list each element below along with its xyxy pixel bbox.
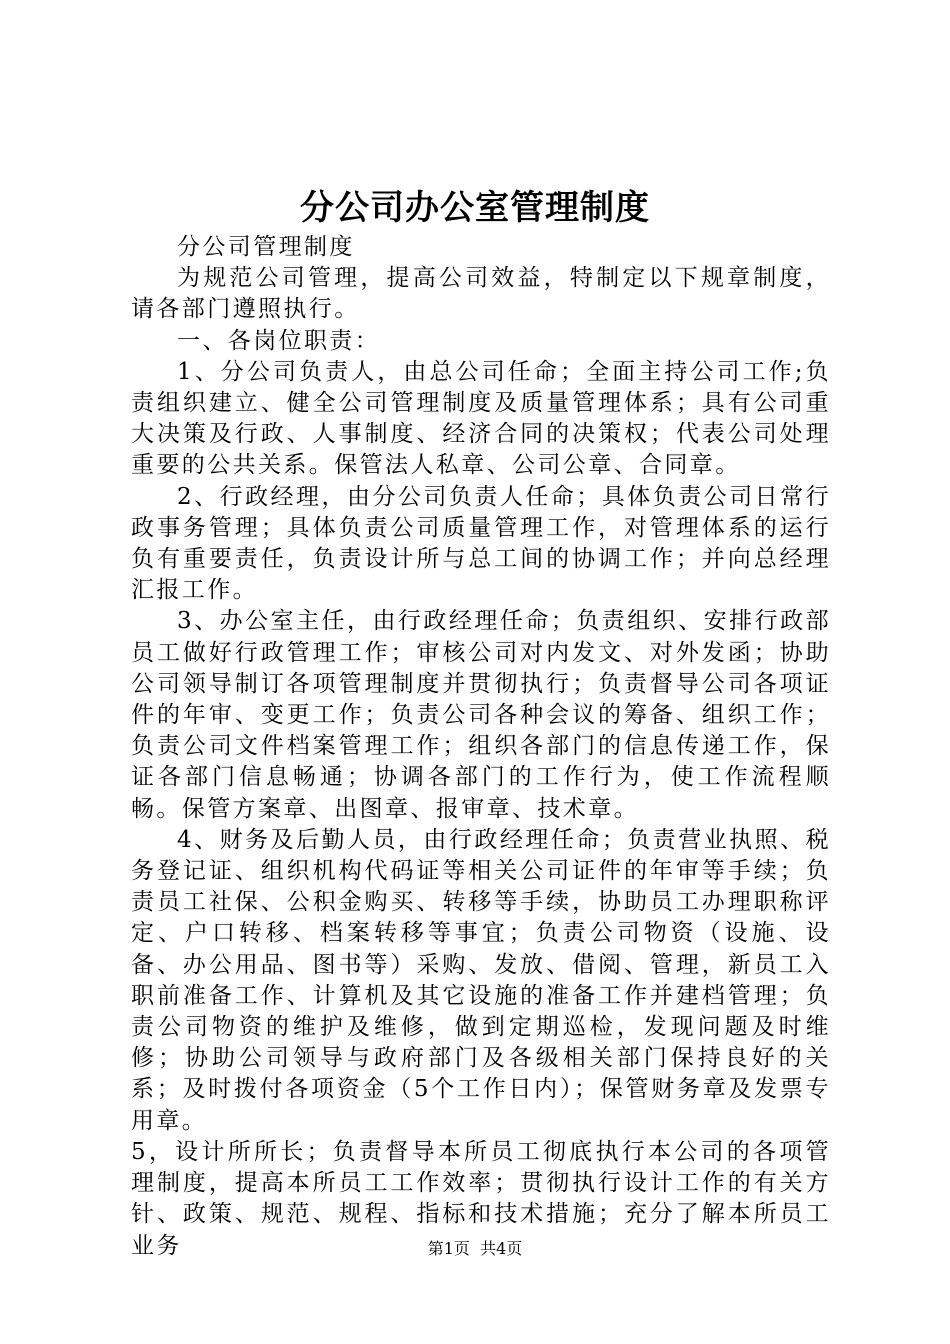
paragraph-item-1: 1、分公司负责人，由总公司任命；全面主持公司工作;负责组织建立、健全公司管理制度及质量管理体系；具有公司重大决策及行政、人事制度、经济合同的决策权；代表公司处理重要的公共关系。保管法人私章、公司公章、合同章。 (131, 358, 831, 479)
paragraph-item-2: 2、行政经理，由分公司负责人任命；具体负责公司日常行政事务管理；具体负责公司质量管理工作，对管理体系的运行负有重要责任，负责设计所与总工间的协调工作；并向总经理汇报工作。 (131, 483, 831, 604)
paragraph-heading: 分公司管理制度 (177, 234, 355, 260)
paragraph-intro: 为规范公司管理，提高公司效益，特制定以下规章制度，请各部门遵照执行。 (131, 265, 831, 323)
document-title: 分公司办公室管理制度 (300, 188, 650, 228)
page-number: 第1页 共4页 (427, 1239, 523, 1258)
paragraph-item-4: 4、财务及后勤人员，由行政经理任命；负责营业执照、税务登记证、组织机构代码证等相关公司证件的年审等手续；负责员工社保、公积金购买、转移等手续，协助员工办理职称评定、户口转移、档案转移等事宜；负责公司物资（设施、设备、办公用品、图书等）采购、发放、借阅、管理，新员工入职前准备工作、计算机及其它设施的准备工作并建档管理；负责公司物资的维护及维修，做到定期巡检，发现问题及时维修；协助公司领导与政府部门及各级相关部门保持良好的关系；及时拨付各项资金（5个工作日内）；保管财务章及发票专用章。 (131, 826, 831, 1134)
page-footer (0, 1238, 950, 1260)
section-heading: 一、各岗位职责： (177, 327, 381, 354)
paragraph-item-5: 5，设计所所长；负责督导本所员工彻底执行本公司的各项管理制度，提高本所员工工作效率；贯彻执行设计工作的有关方针、政策、规范、规程、指标和技术措施；充分了解本所员工业务 (131, 1138, 831, 1259)
paragraph-item-3: 3、办公室主任，由行政经理任命；负责组织、安排行政部员工做好行政管理工作；审核公司对内发文、对外发函；协助公司领导制订各项管理制度并贯彻执行；负责督导公司各项证件的年审、变更工作；负责公司各种会议的筹备、组织工作；负责公司文件档案管理工作；组织各部门的信息传递工作，保证各部门信息畅通；协调各部门的工作行为，使工作流程顺畅。保管方案章、出图章、报审章、技术章。 (131, 608, 831, 822)
document-body (131, 232, 831, 1262)
